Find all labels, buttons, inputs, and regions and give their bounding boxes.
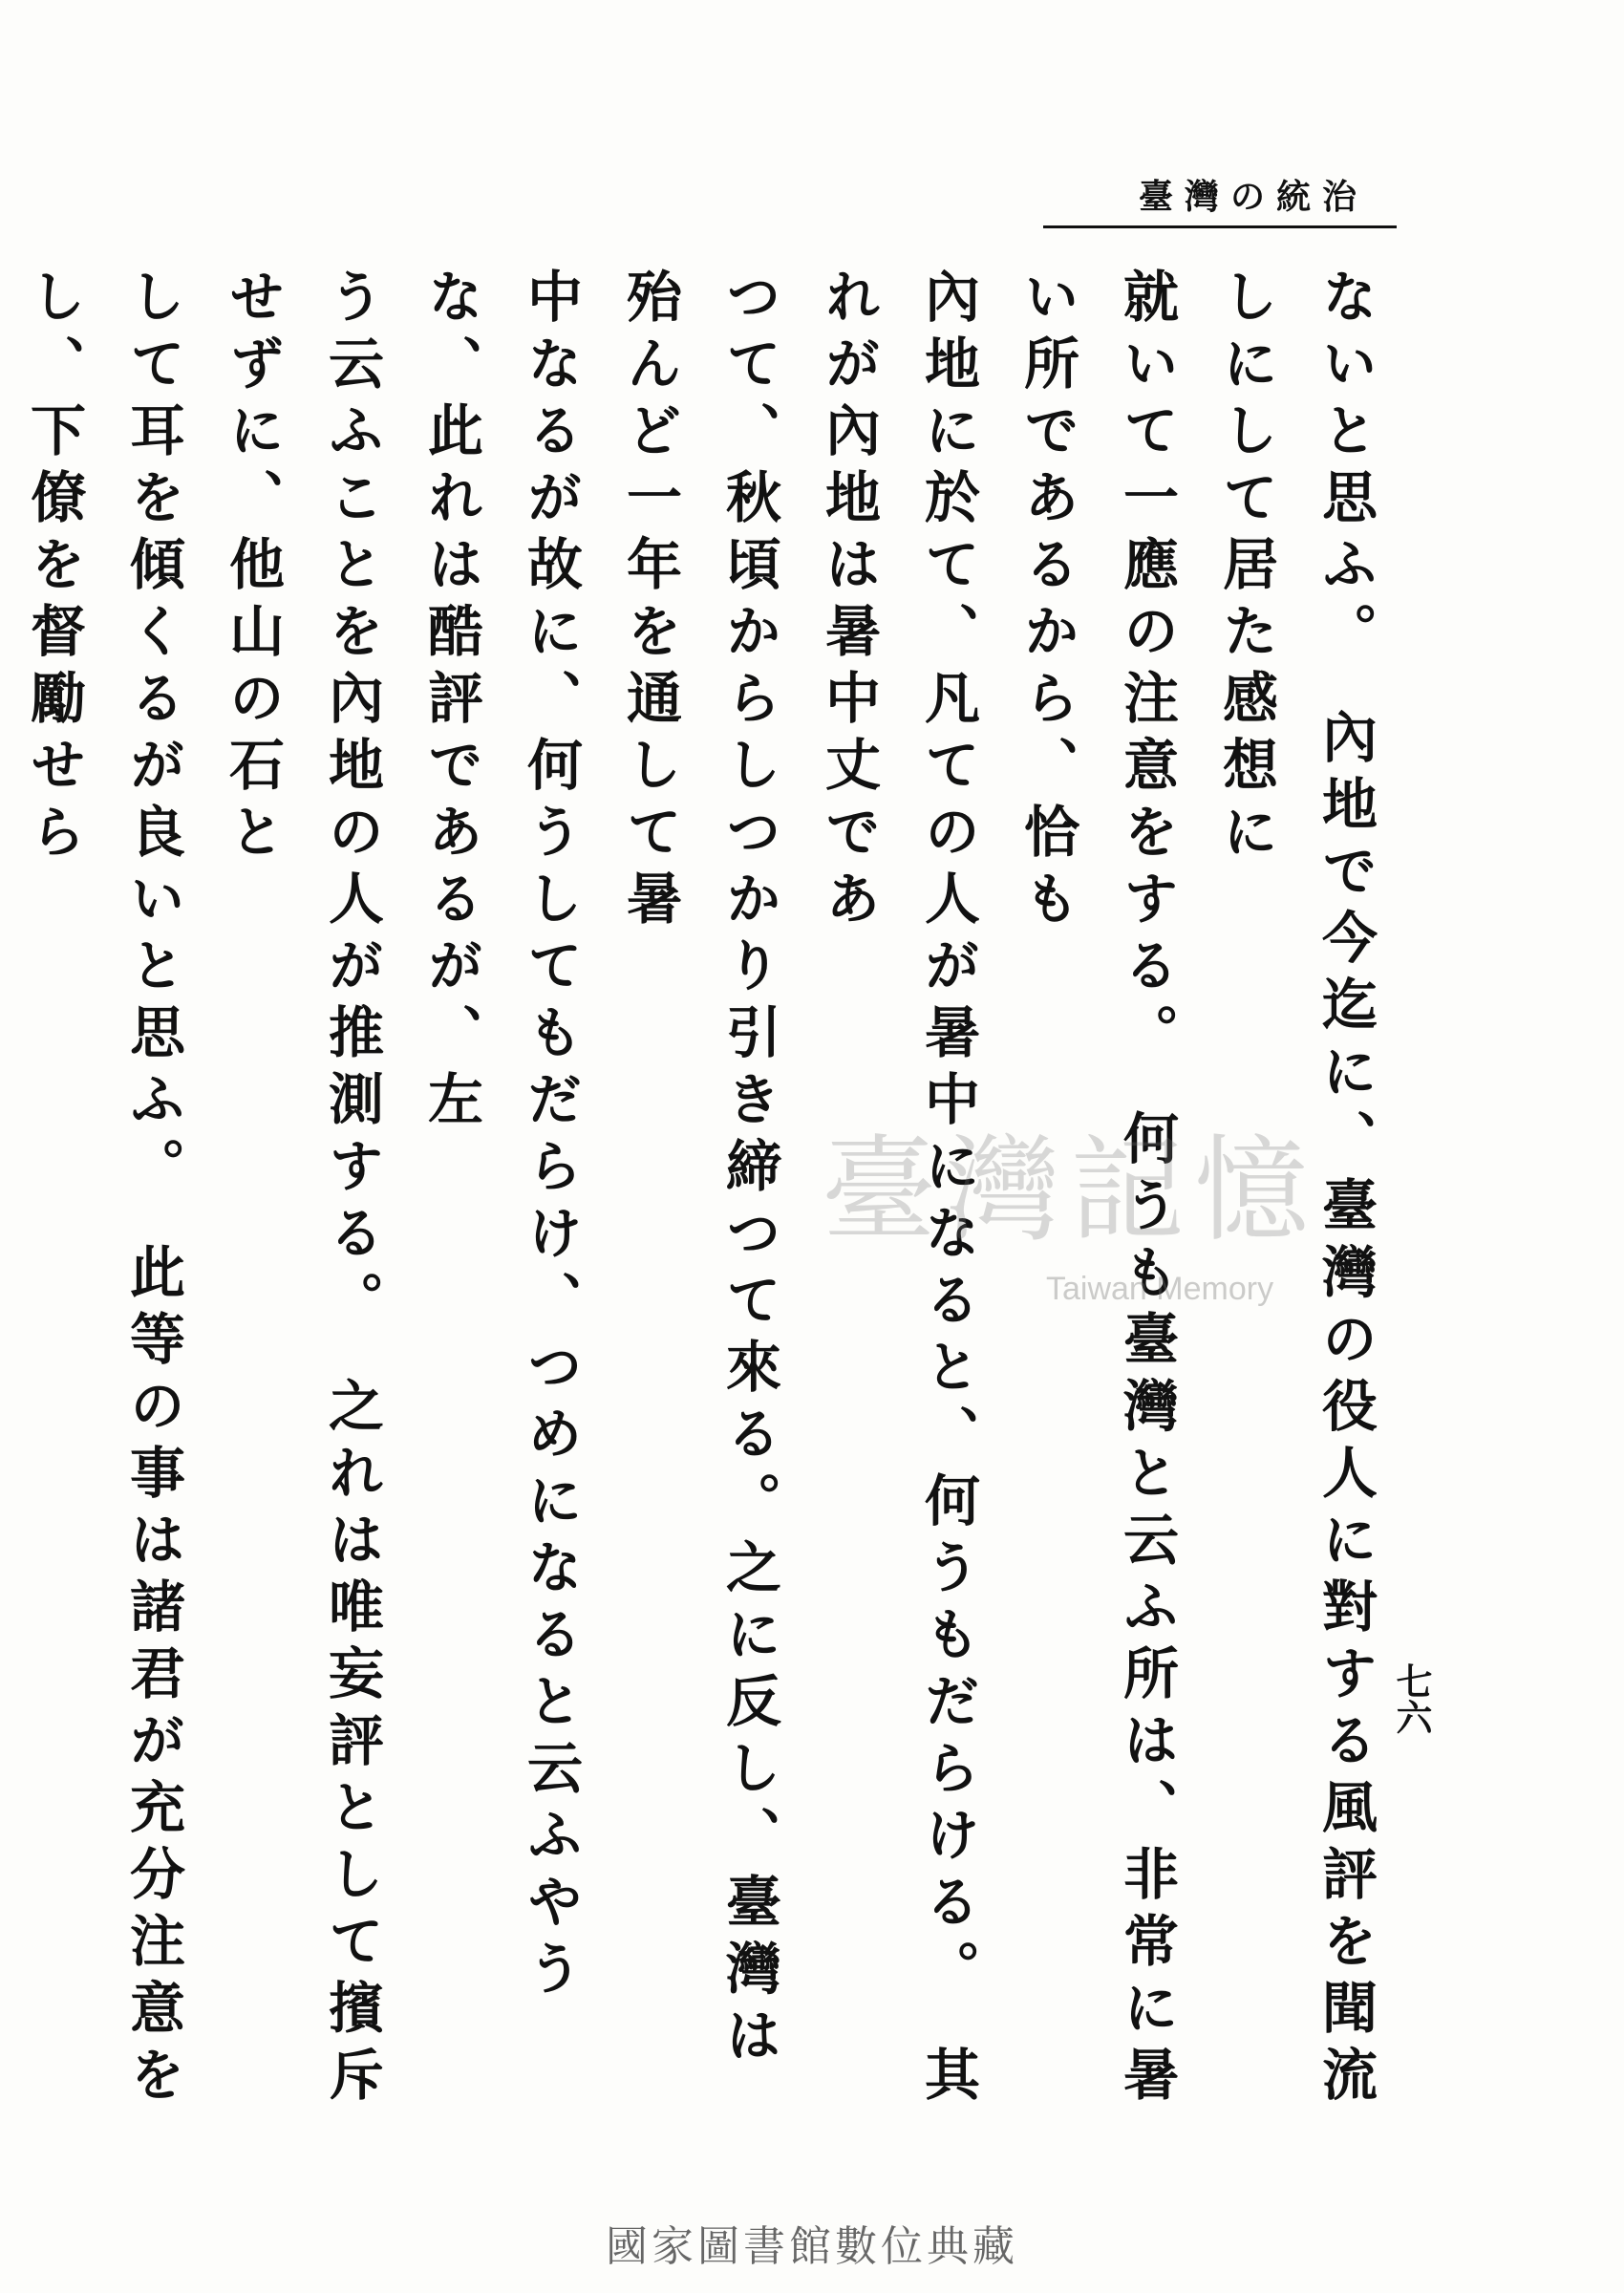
body-paragraph: う云ふことを內地の人が推測する。 之れは唯妄評として擯斥せずに、他山の石と して耳を傾くるが良いと思ふ。 此等の事は諸君が充分注意をし、下僚を督勵せら	[21, 268, 384, 2112]
body-text	[21, 268, 1395, 2135]
body-paragraph	[0, 268, 4, 2135]
running-head: 治統の灣臺	[1138, 177, 1368, 217]
body-paragraph: 中なるが故に、何うしてもだらけ、つめになると云ふやうな、此れは酷評であるが、左	[418, 268, 583, 2006]
body-paragraph: つて、秋頃からしつかり引き締つて來る。之に反し、臺灣は殆んど一年を通して暑	[617, 268, 781, 2073]
watermark-subtitle: Taiwan Memory	[1046, 1271, 1274, 1307]
footer-credit: 國家圖書館數位典藏	[606, 2222, 1018, 2271]
body-paragraph: 就いて一應の注意をする。 何うも臺灣と云ふ所は、非常に暑い所であるから、恰も	[1015, 268, 1179, 2112]
header-rule	[1043, 225, 1397, 228]
page-number: 七六	[1390, 1662, 1433, 1735]
body-paragraph: ないと思ふ。 內地で今迄に、臺灣の役人に對する風評を聞流しにして居た感想に	[1213, 268, 1378, 2112]
body-paragraph: 內地に於て、凡ての人が暑中になると、何うもだらける。 其れが內地は暑中丈であ	[816, 268, 980, 2112]
watermark-logo: 臺灣記憶	[822, 1125, 1318, 1257]
